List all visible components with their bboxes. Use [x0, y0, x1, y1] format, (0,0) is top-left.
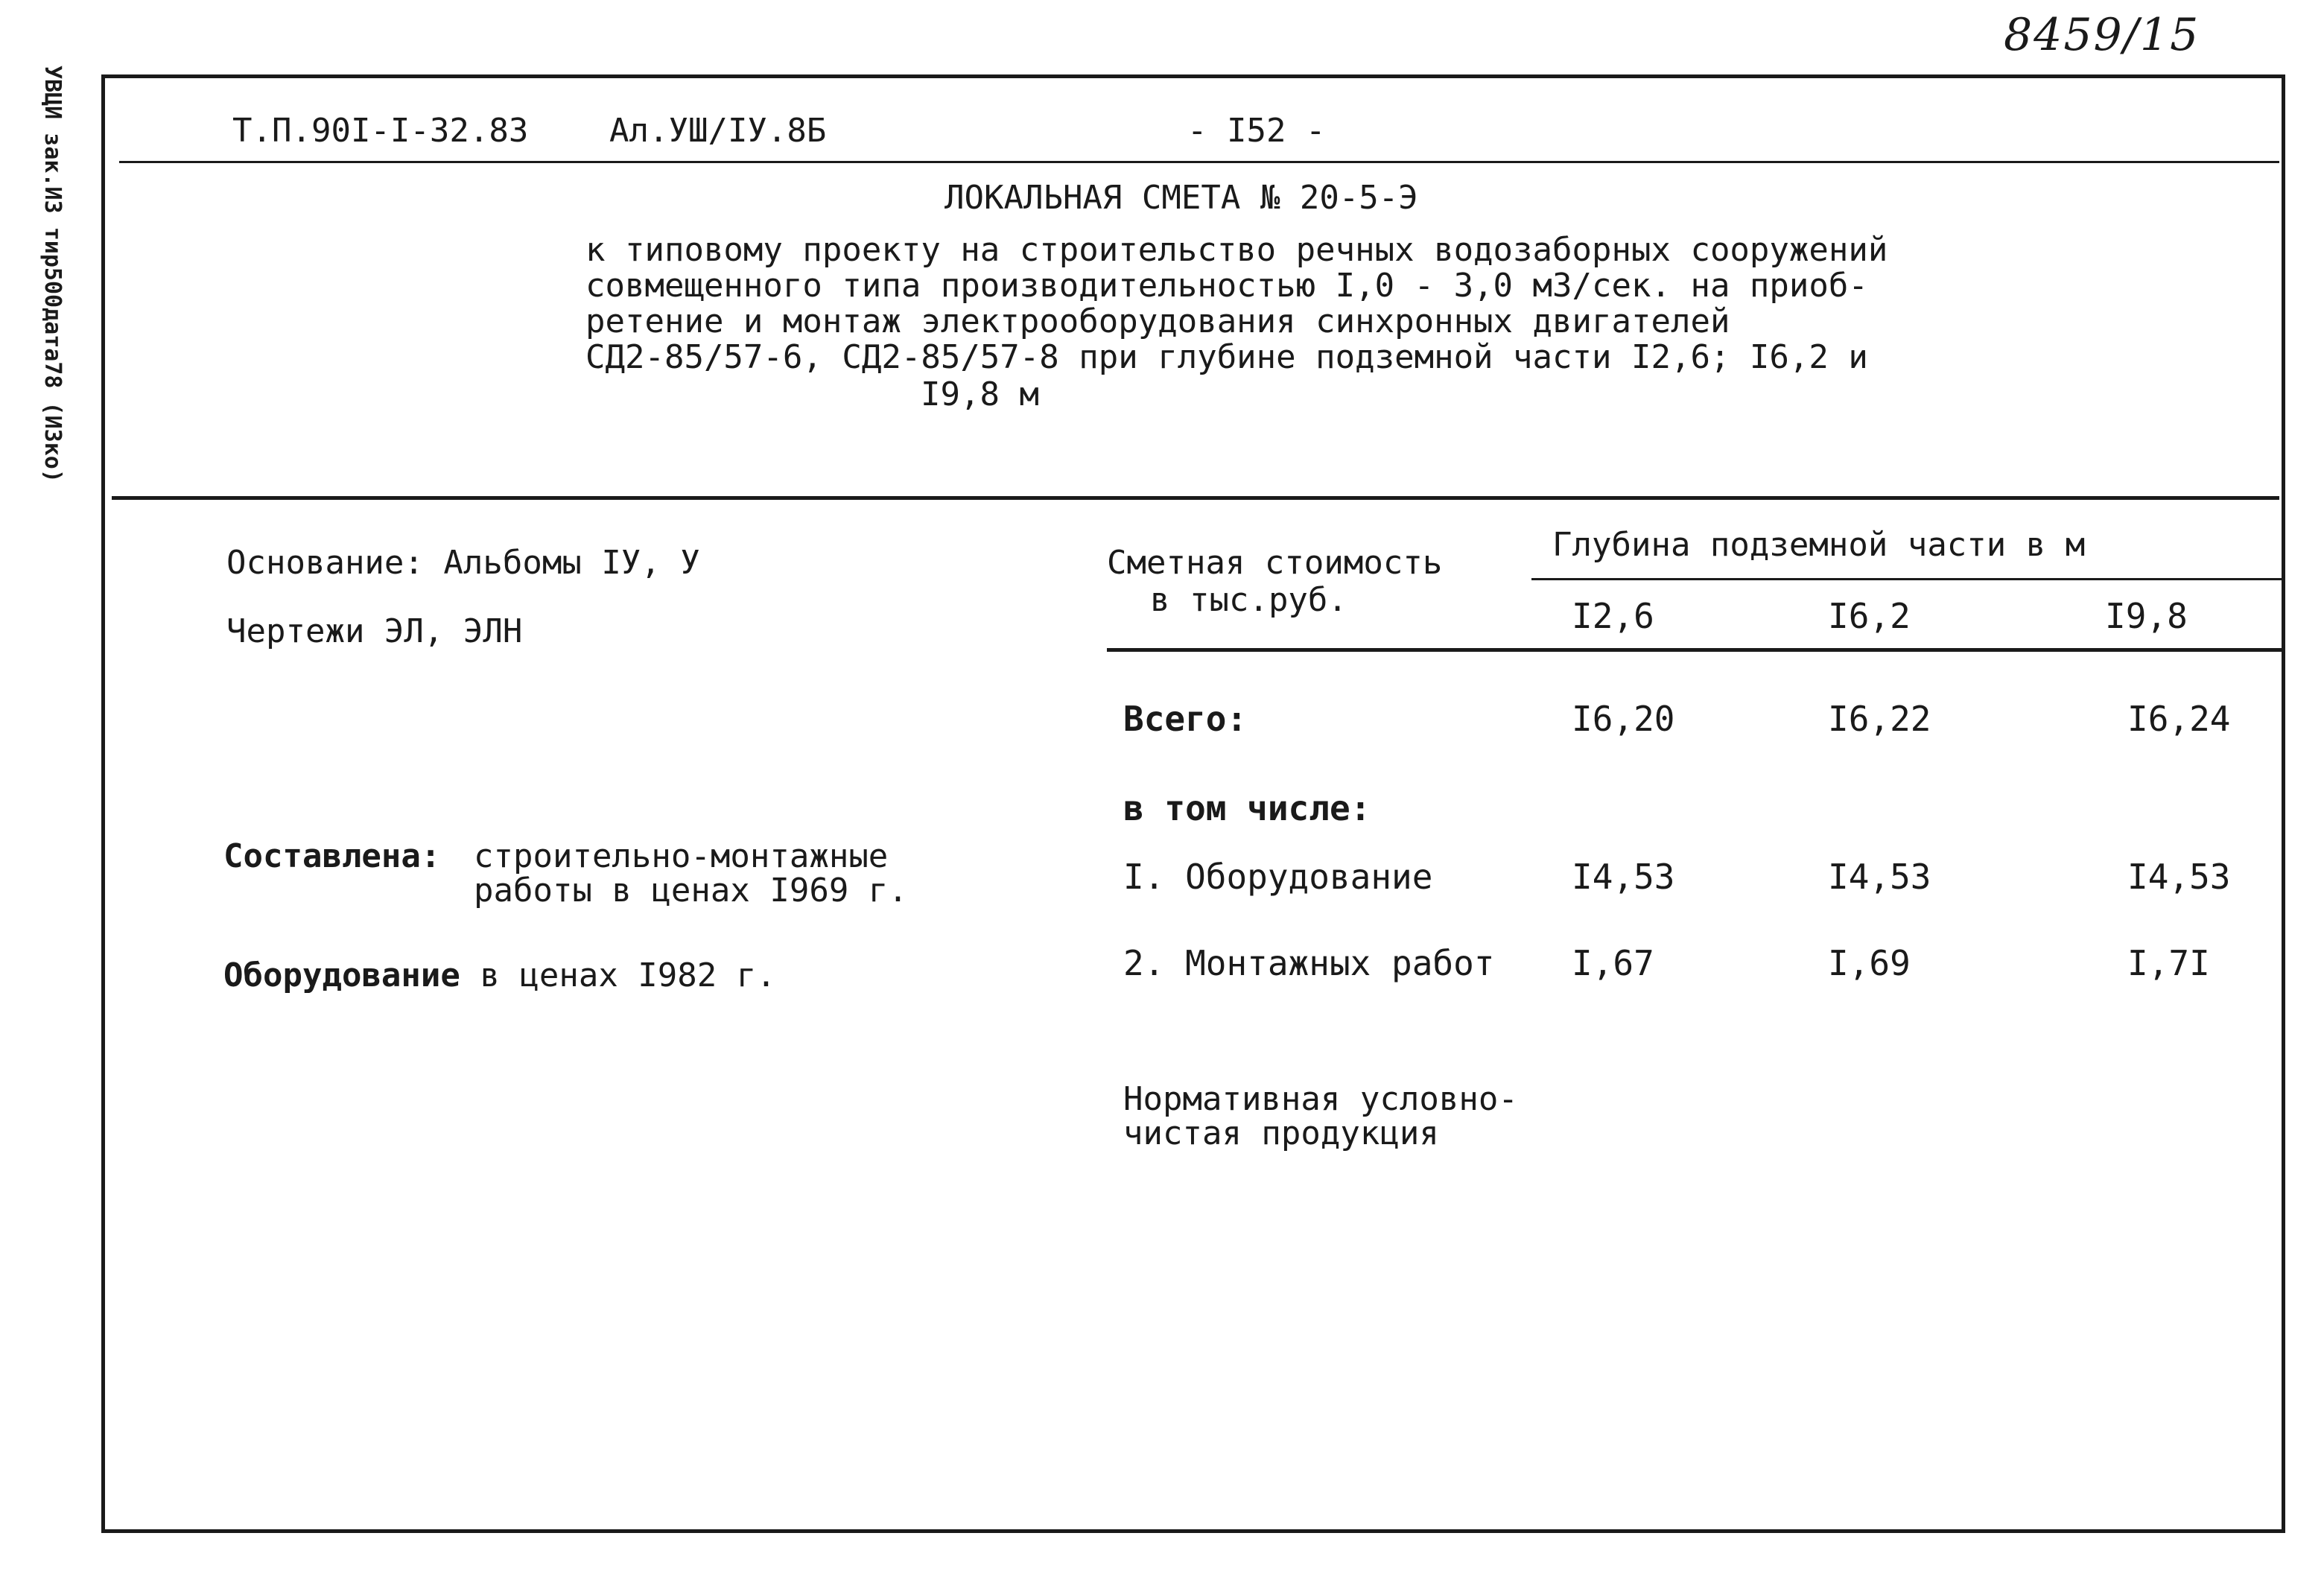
- cost-header-line-1: Сметная стоимость: [1107, 544, 1443, 582]
- drawings-list: Чертежи ЭЛ, ЭЛН: [226, 612, 523, 650]
- depth-col-3: I9,8: [2105, 596, 2188, 636]
- row-installation-label: 2. Монтажных работ: [1123, 943, 1495, 983]
- row-installation-value-1: I,67: [1572, 943, 1654, 983]
- header-divider: [119, 161, 2279, 163]
- depth-col-2: I6,2: [1828, 596, 1911, 636]
- title-divider: [112, 496, 2279, 500]
- project-code: Т.П.90I-I-32.83: [232, 112, 529, 150]
- title-line-2: совмещенного типа производительностью I,0 - 3,0 м3/сек. на приоб-: [585, 267, 1868, 305]
- compiled-line-1: строительно-монтажные: [474, 837, 889, 875]
- total-label: Всего:: [1123, 699, 1248, 739]
- total-value-1: I6,20: [1572, 699, 1675, 739]
- depth-header-underline: [1531, 578, 2285, 580]
- archive-stamp-vertical: УВЦИ зак.И3 тир500дата78 (И3ко): [39, 66, 66, 483]
- equipment-prices: [223, 956, 776, 994]
- total-value-2: I6,22: [1828, 699, 1931, 739]
- title-line-5: I9,8 м: [921, 375, 1039, 413]
- row-installation-value-2: I,69: [1828, 943, 1911, 983]
- depth-header: Глубина подземной части в м: [1552, 526, 2086, 564]
- row-equipment-value-1: I4,53: [1572, 857, 1675, 897]
- equipment-rest: в ценах I982 г.: [460, 956, 776, 994]
- row-equipment-label: I. Оборудование: [1123, 857, 1433, 897]
- estimate-title: ЛОКАЛЬНАЯ СМЕТА № 20-5-Э: [944, 179, 1418, 217]
- title-line-1: к типовому проекту на строительство речных водозаборных сооружений: [585, 231, 1888, 269]
- equipment-label: Оборудование: [223, 956, 460, 994]
- row-equipment-value-2: I4,53: [1828, 857, 1931, 897]
- title-line-3: ретение и монтаж электрооборудования синхронных двигателей: [585, 302, 1730, 340]
- normative-line-1: Нормативная условно-: [1123, 1080, 1518, 1118]
- row-equipment-value-3: I4,53: [2127, 857, 2231, 897]
- total-value-3: I6,24: [2127, 699, 2231, 739]
- compiled-label: Составлена:: [223, 837, 441, 875]
- depth-col-1: I2,6: [1572, 596, 1654, 636]
- compiled-line-2: работы в ценах I969 г.: [474, 872, 908, 910]
- page-number: - I52 -: [1187, 112, 1326, 150]
- table-header-divider: [1107, 648, 2285, 652]
- row-installation-value-3: I,7I: [2127, 943, 2210, 983]
- normative-line-2: чистая продукция: [1123, 1114, 1439, 1152]
- album-code: Ал.УШ/IУ.8Б: [609, 112, 827, 150]
- cost-header-line-2: в тыс.руб.: [1150, 581, 1347, 619]
- basis-albums: Основание: Альбомы IУ, У: [226, 544, 700, 582]
- including-label: в том числе:: [1123, 788, 1371, 828]
- handwritten-document-number: 8459/15: [2004, 9, 2200, 61]
- title-line-4: СД2-85/57-6, СД2-85/57-8 при глубине подземной части I2,6; I6,2 и: [585, 338, 1868, 376]
